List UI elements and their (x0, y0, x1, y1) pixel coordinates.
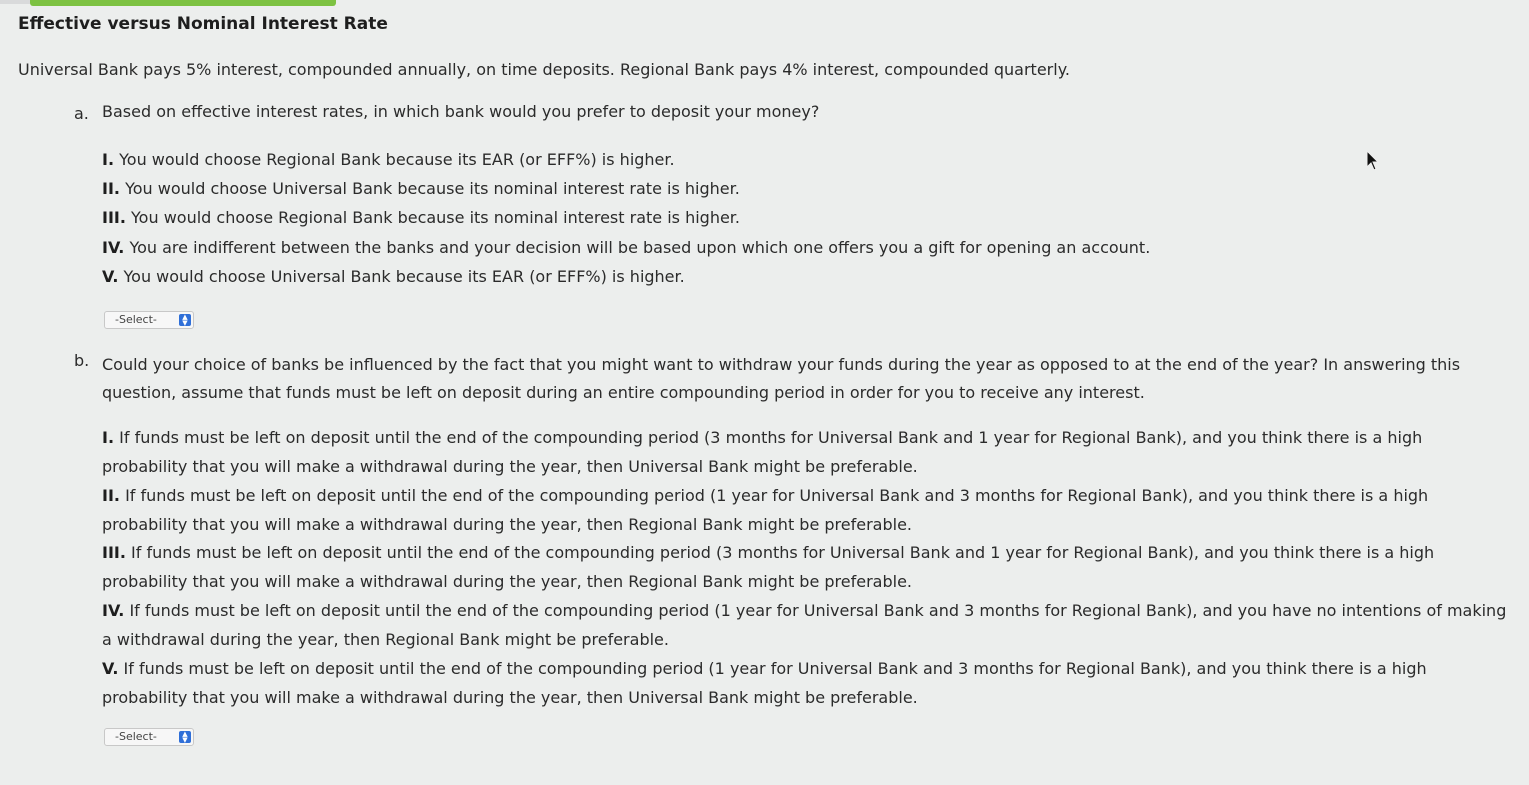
problem-intro: Universal Bank pays 5% interest, compounded annually, on time deposits. Regional Bank pays 4% interest, compounded quarterly. (18, 60, 1070, 79)
option-text: If funds must be left on deposit until the end of the compounding period (1 year for Universal Bank and 3 months for Regional Bank), and you think there is a high probability that you will make a withdrawal during the year, then Universal Bank might be preferable. (102, 659, 1427, 707)
option-text: If funds must be left on deposit until the end of the compounding period (1 year for Universal Bank and 3 months for Regional Bank), and you think there is a high probability that you will make a withdrawal during the year, then Regional Bank might be preferable. (102, 486, 1429, 534)
question-b-option (102, 538, 1512, 596)
select-value: -Select- (115, 313, 157, 326)
option-numeral: I. (102, 428, 115, 447)
option-text: You would choose Regional Bank because its EAR (or EFF%) is higher. (119, 150, 675, 169)
question-b-option (102, 423, 1512, 481)
question-a-option (102, 267, 685, 286)
option-numeral: IV. (102, 238, 125, 257)
option-text: You would choose Regional Bank because its nominal interest rate is higher. (131, 208, 740, 227)
question-b-select[interactable] (104, 728, 194, 746)
option-numeral: II. (102, 486, 120, 505)
updown-arrow-icon: ▲ ▼ (179, 314, 191, 326)
question-b-letter: b. (74, 351, 90, 370)
option-numeral: III. (102, 208, 126, 227)
option-numeral: II. (102, 179, 120, 198)
question-a-option (102, 179, 740, 198)
select-value: -Select- (115, 730, 157, 743)
question-a-option (102, 208, 740, 227)
updown-arrow-icon: ▲ ▼ (179, 731, 191, 743)
option-numeral: V. (102, 267, 119, 286)
option-text: You are indifferent between the banks and your decision will be based upon which one offers you a gift for opening an account. (129, 238, 1151, 257)
header-tab-inactive (0, 0, 30, 4)
option-numeral: IV. (102, 601, 125, 620)
question-a-select[interactable] (104, 311, 194, 329)
question-a-option (102, 238, 1150, 257)
mouse-pointer-icon (1366, 150, 1380, 172)
question-b-option (102, 654, 1512, 712)
option-numeral: III. (102, 543, 126, 562)
option-text: You would choose Universal Bank because its nominal interest rate is higher. (125, 179, 740, 198)
option-text: If funds must be left on deposit until the end of the compounding period (3 months for Universal Bank and 1 year for Regional Bank), and you think there is a high probability that you will make a withdrawal during the year, then Universal Bank might be preferable. (102, 428, 1423, 476)
option-text: You would choose Universal Bank because its EAR (or EFF%) is higher. (123, 267, 685, 286)
question-a-option (102, 150, 675, 169)
question-a-letter: a. (74, 104, 89, 123)
progress-accent-bar (30, 0, 336, 6)
question-a-text: Based on effective interest rates, in which bank would you prefer to deposit your money? (102, 102, 820, 121)
question-b-option (102, 596, 1512, 654)
question-b-text: Could your choice of banks be influenced by the fact that you might want to withdraw your funds during the year as opposed to at the end of the year? In answering this question, assume that funds must be left on deposit during an entire compounding period in order for you to receive any interest. (102, 355, 1461, 402)
question-b-option (102, 481, 1512, 539)
option-text: If funds must be left on deposit until the end of the compounding period (3 months for Universal Bank and 1 year for Regional Bank), and you think there is a high probability that you will make a withdrawal during the year, then Regional Bank might be preferable. (102, 543, 1435, 591)
page-title: Effective versus Nominal Interest Rate (18, 14, 388, 34)
option-numeral: V. (102, 659, 119, 678)
option-text: If funds must be left on deposit until the end of the compounding period (1 year for Universal Bank and 3 months for Regional Bank), and you have no intentions of making a withdrawal during the year, then Regional Bank might be preferable. (102, 601, 1507, 649)
option-numeral: I. (102, 150, 115, 169)
